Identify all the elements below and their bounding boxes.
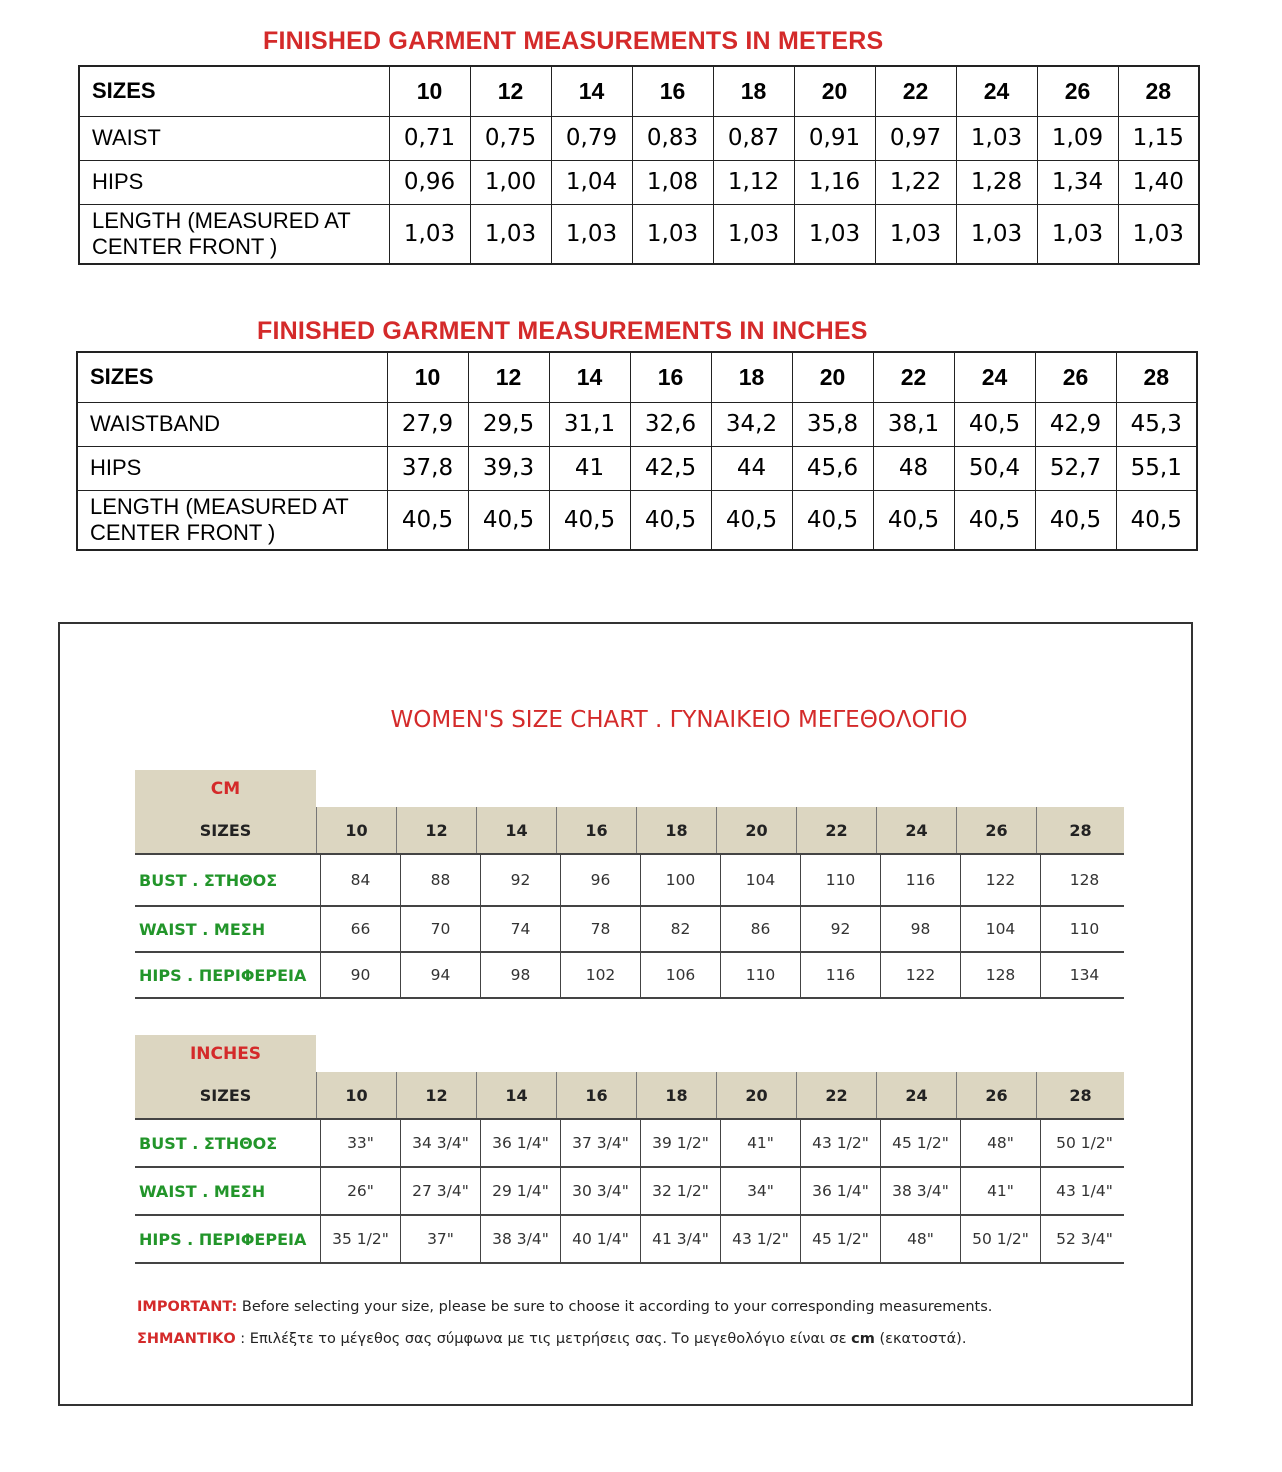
meters-cell: 1,03 xyxy=(551,204,632,264)
meters-header-size: 28 xyxy=(1118,66,1199,116)
inches-row-label-line2: CENTER FRONT ) xyxy=(90,519,276,545)
inches-cell: 41 xyxy=(549,446,630,490)
inches-chart-header-size: 18 xyxy=(636,1072,716,1118)
inches-chart-cell: 26" xyxy=(320,1168,400,1214)
important-text-gr-2: (εκατοστά). xyxy=(874,1331,967,1347)
cm-cell: 92 xyxy=(480,855,560,905)
cm-row-label: HIPS . ΠΕΡΙΦΕΡΕΙΑ xyxy=(139,965,307,985)
inches-cell: 29,5 xyxy=(468,402,549,446)
inches-chart-row xyxy=(135,1168,1124,1216)
meters-cell: 1,22 xyxy=(875,160,956,204)
important-text-gr-bold: cm xyxy=(851,1331,875,1347)
inches-chart-cell: 43 1/4" xyxy=(1040,1168,1128,1214)
meters-cell: 0,91 xyxy=(794,116,875,160)
size-chart-frame xyxy=(58,622,1193,1406)
inches-chart-cell: 41 3/4" xyxy=(640,1216,720,1262)
cm-cell: 128 xyxy=(1040,855,1128,905)
meters-cell: 1,09 xyxy=(1037,116,1118,160)
inches-cell: 40,5 xyxy=(549,490,630,550)
inches-chart-cell: 37" xyxy=(400,1216,480,1262)
cm-header-size: 22 xyxy=(796,807,876,853)
inches-cell: 40,5 xyxy=(468,490,549,550)
important-text-gr-1: : Επιλέξτε το μέγεθος σας σύμφωνα με τις μετρήσεις σας. Το μεγεθολόγιο είναι σε xyxy=(235,1331,852,1347)
cm-header-size: 12 xyxy=(396,807,476,853)
inches-chart-cell: 33" xyxy=(320,1120,400,1166)
meters-header-size: 24 xyxy=(956,66,1037,116)
meters-row xyxy=(79,160,1199,204)
inches-chart-cell: 41" xyxy=(960,1168,1040,1214)
meters-row-label: WAIST xyxy=(79,116,389,160)
meters-cell: 1,16 xyxy=(794,160,875,204)
cm-cell: 122 xyxy=(960,855,1040,905)
inches-chart-header-size: 10 xyxy=(316,1072,396,1118)
cm-cell: 110 xyxy=(1040,907,1128,951)
inches-chart-cell: 38 3/4" xyxy=(480,1216,560,1262)
meters-header-size: 18 xyxy=(713,66,794,116)
cm-cell: 116 xyxy=(800,953,880,997)
inches-header-size: 28 xyxy=(1116,352,1197,402)
inches-cell: 34,2 xyxy=(711,402,792,446)
inches-row-label: WAISTBAND xyxy=(77,402,387,446)
inches-chart-header-sizes: SIZES xyxy=(199,1085,252,1105)
inches-cell: 39,3 xyxy=(468,446,549,490)
cm-cell: 74 xyxy=(480,907,560,951)
cm-cell: 110 xyxy=(800,855,880,905)
cm-cell: 82 xyxy=(640,907,720,951)
cm-cell: 110 xyxy=(720,953,800,997)
cm-header-sizes: SIZES xyxy=(199,820,252,840)
inches-chart-cell: 48" xyxy=(880,1216,960,1262)
inches-header-row xyxy=(77,352,1197,402)
cm-header-size: 18 xyxy=(636,807,716,853)
inches-cell: 40,5 xyxy=(630,490,711,550)
cm-unit-label: CM xyxy=(135,770,316,807)
cm-cell: 104 xyxy=(720,855,800,905)
meters-cell: 1,03 xyxy=(1118,204,1199,264)
cm-cell: 66 xyxy=(320,907,400,951)
cm-cell: 128 xyxy=(960,953,1040,997)
cm-row xyxy=(135,855,1124,907)
meters-cell: 0,87 xyxy=(713,116,794,160)
inches-chart-cell: 27 3/4" xyxy=(400,1168,480,1214)
inches-cell: 50,4 xyxy=(954,446,1035,490)
meters-header-size: 14 xyxy=(551,66,632,116)
meters-cell: 0,83 xyxy=(632,116,713,160)
inches-unit-label: INCHES xyxy=(135,1035,316,1072)
inches-cell: 32,6 xyxy=(630,402,711,446)
meters-cell: 0,96 xyxy=(389,160,470,204)
inches-chart-header-size: 24 xyxy=(876,1072,956,1118)
important-label-en: IMPORTANT: xyxy=(137,1299,238,1315)
meters-cell: 1,08 xyxy=(632,160,713,204)
inches-header-size: 10 xyxy=(387,352,468,402)
cm-size-table xyxy=(135,807,1124,999)
inches-chart-header-size: 20 xyxy=(716,1072,796,1118)
cm-row-label: WAIST . ΜΕΣΗ xyxy=(139,919,266,939)
meters-cell: 0,97 xyxy=(875,116,956,160)
meters-header-size: 20 xyxy=(794,66,875,116)
meters-cell: 1,03 xyxy=(1037,204,1118,264)
inches-header-size: 14 xyxy=(549,352,630,402)
meters-cell: 1,04 xyxy=(551,160,632,204)
cm-cell: 94 xyxy=(400,953,480,997)
inches-header-sizes: SIZES xyxy=(77,352,387,402)
meters-cell: 1,00 xyxy=(470,160,551,204)
inches-chart-cell: 29 1/4" xyxy=(480,1168,560,1214)
meters-cell: 1,03 xyxy=(956,116,1037,160)
inches-chart-cell: 41" xyxy=(720,1120,800,1166)
inches-chart-header-size: 14 xyxy=(476,1072,556,1118)
cm-cell: 122 xyxy=(880,953,960,997)
inches-cell: 40,5 xyxy=(387,490,468,550)
meters-cell: 0,79 xyxy=(551,116,632,160)
inches-row-label: HIPS xyxy=(77,446,387,490)
cm-cell: 78 xyxy=(560,907,640,951)
meters-cell: 1,03 xyxy=(632,204,713,264)
inches-cell: 48 xyxy=(873,446,954,490)
inches-header-size: 20 xyxy=(792,352,873,402)
meters-row-label-line2: CENTER FRONT ) xyxy=(92,233,278,259)
inches-cell: 40,5 xyxy=(873,490,954,550)
cm-row-label: BUST . ΣΤΗΘΟΣ xyxy=(139,870,278,890)
inches-chart-cell: 37 3/4" xyxy=(560,1120,640,1166)
meters-cell: 1,03 xyxy=(713,204,794,264)
inches-title: FINISHED GARMENT MEASUREMENTS IN INCHES xyxy=(257,317,868,345)
inches-chart-header-size: 12 xyxy=(396,1072,476,1118)
inches-cell: 40,5 xyxy=(711,490,792,550)
cm-cell: 116 xyxy=(880,855,960,905)
inches-chart-cell: 45 1/2" xyxy=(880,1120,960,1166)
inches-row xyxy=(77,402,1197,446)
inches-cell: 52,7 xyxy=(1035,446,1116,490)
meters-cell: 1,12 xyxy=(713,160,794,204)
meters-cell: 0,71 xyxy=(389,116,470,160)
inches-header-size: 18 xyxy=(711,352,792,402)
inches-chart-row-label: WAIST . ΜΕΣΗ xyxy=(139,1181,266,1201)
meters-table xyxy=(78,65,1200,265)
inches-chart-cell: 38 3/4" xyxy=(880,1168,960,1214)
cm-cell: 102 xyxy=(560,953,640,997)
important-note-gr xyxy=(137,1331,966,1347)
cm-cell: 88 xyxy=(400,855,480,905)
inches-cell: 42,9 xyxy=(1035,402,1116,446)
important-note-en xyxy=(137,1299,992,1315)
meters-header-size: 22 xyxy=(875,66,956,116)
cm-cell: 98 xyxy=(480,953,560,997)
meters-cell: 1,03 xyxy=(956,204,1037,264)
cm-row xyxy=(135,953,1124,999)
cm-header-size: 14 xyxy=(476,807,556,853)
inches-header-size: 16 xyxy=(630,352,711,402)
cm-header-size: 20 xyxy=(716,807,796,853)
inches-chart-row xyxy=(135,1120,1124,1168)
inches-cell: 37,8 xyxy=(387,446,468,490)
cm-cell: 92 xyxy=(800,907,880,951)
cm-header-size: 24 xyxy=(876,807,956,853)
cm-header-size: 10 xyxy=(316,807,396,853)
cm-header-row xyxy=(135,807,1124,855)
inches-row xyxy=(77,490,1197,550)
meters-cell: 0,75 xyxy=(470,116,551,160)
cm-cell: 106 xyxy=(640,953,720,997)
inches-chart-row-label: HIPS . ΠΕΡΙΦΕΡΕΙΑ xyxy=(139,1229,307,1249)
inches-cell: 40,5 xyxy=(792,490,873,550)
meters-header-row xyxy=(79,66,1199,116)
inches-chart-cell: 35 1/2" xyxy=(320,1216,400,1262)
cm-cell: 104 xyxy=(960,907,1040,951)
inches-chart-cell: 50 1/2" xyxy=(1040,1120,1128,1166)
inches-size-table xyxy=(135,1072,1124,1264)
inches-cell: 27,9 xyxy=(387,402,468,446)
inches-chart-header-row xyxy=(135,1072,1124,1120)
cm-cell: 98 xyxy=(880,907,960,951)
inches-chart-header-size: 28 xyxy=(1036,1072,1124,1118)
inches-cell: 31,1 xyxy=(549,402,630,446)
inches-cell: 44 xyxy=(711,446,792,490)
meters-row xyxy=(79,116,1199,160)
meters-row-label-line1: LENGTH (MEASURED AT xyxy=(92,207,351,233)
cm-cell: 96 xyxy=(560,855,640,905)
inches-cell: 40,5 xyxy=(1116,490,1197,550)
meters-cell: 1,34 xyxy=(1037,160,1118,204)
meters-cell: 1,28 xyxy=(956,160,1037,204)
inches-header-size: 22 xyxy=(873,352,954,402)
cm-header-size: 28 xyxy=(1036,807,1124,853)
inches-chart-cell: 34" xyxy=(720,1168,800,1214)
inches-chart-row-label: BUST . ΣΤΗΘΟΣ xyxy=(139,1133,278,1153)
cm-cell: 70 xyxy=(400,907,480,951)
meters-header-sizes: SIZES xyxy=(79,66,389,116)
important-label-gr: ΣΗΜΑΝΤΙΚΟ xyxy=(137,1331,236,1347)
inches-chart-header-size: 26 xyxy=(956,1072,1036,1118)
inches-cell: 40,5 xyxy=(1035,490,1116,550)
inches-cell: 40,5 xyxy=(954,402,1035,446)
cm-header-size: 16 xyxy=(556,807,636,853)
inches-chart-header-size: 22 xyxy=(796,1072,876,1118)
inches-chart-cell: 32 1/2" xyxy=(640,1168,720,1214)
meters-cell: 1,03 xyxy=(875,204,956,264)
inches-row-label-line1: LENGTH (MEASURED AT xyxy=(90,493,349,519)
inches-cell: 42,5 xyxy=(630,446,711,490)
meters-header-size: 12 xyxy=(470,66,551,116)
meters-row-label xyxy=(79,204,389,264)
inches-chart-cell: 36 1/4" xyxy=(800,1168,880,1214)
inches-chart-row xyxy=(135,1216,1124,1264)
inches-cell: 35,8 xyxy=(792,402,873,446)
meters-row-label: HIPS xyxy=(79,160,389,204)
inches-cell: 55,1 xyxy=(1116,446,1197,490)
cm-header-size: 26 xyxy=(956,807,1036,853)
size-chart-title: WOMEN'S SIZE CHART . ΓΥΝΑΙΚΕΙΟ ΜΕΓΕΘΟΛΟΓΙΟ xyxy=(390,707,968,733)
meters-cell: 1,03 xyxy=(794,204,875,264)
meters-header-size: 16 xyxy=(632,66,713,116)
meters-cell: 1,03 xyxy=(389,204,470,264)
inches-row xyxy=(77,446,1197,490)
meters-cell: 1,40 xyxy=(1118,160,1199,204)
inches-cell: 38,1 xyxy=(873,402,954,446)
inches-table xyxy=(76,351,1198,551)
cm-cell: 84 xyxy=(320,855,400,905)
inches-header-size: 24 xyxy=(954,352,1035,402)
inches-header-size: 12 xyxy=(468,352,549,402)
inches-cell: 45,3 xyxy=(1116,402,1197,446)
cm-cell: 86 xyxy=(720,907,800,951)
inches-cell: 40,5 xyxy=(954,490,1035,550)
inches-chart-cell: 39 1/2" xyxy=(640,1120,720,1166)
meters-title: FINISHED GARMENT MEASUREMENTS IN METERS xyxy=(263,27,884,55)
inches-header-size: 26 xyxy=(1035,352,1116,402)
meters-row xyxy=(79,204,1199,264)
cm-cell: 100 xyxy=(640,855,720,905)
meters-header-size: 26 xyxy=(1037,66,1118,116)
inches-chart-cell: 43 1/2" xyxy=(800,1120,880,1166)
inches-chart-cell: 48" xyxy=(960,1120,1040,1166)
inches-chart-cell: 50 1/2" xyxy=(960,1216,1040,1262)
meters-cell: 1,15 xyxy=(1118,116,1199,160)
inches-chart-cell: 43 1/2" xyxy=(720,1216,800,1262)
inches-chart-cell: 52 3/4" xyxy=(1040,1216,1128,1262)
cm-row xyxy=(135,907,1124,953)
inches-chart-cell: 36 1/4" xyxy=(480,1120,560,1166)
inches-chart-header-size: 16 xyxy=(556,1072,636,1118)
meters-header-size: 10 xyxy=(389,66,470,116)
inches-chart-cell: 30 3/4" xyxy=(560,1168,640,1214)
inches-chart-cell: 40 1/4" xyxy=(560,1216,640,1262)
inches-cell: 45,6 xyxy=(792,446,873,490)
cm-cell: 134 xyxy=(1040,953,1128,997)
meters-cell: 1,03 xyxy=(470,204,551,264)
inches-chart-cell: 34 3/4" xyxy=(400,1120,480,1166)
important-text-en: Before selecting your size, please be sure to choose it according to your corresponding measurements. xyxy=(237,1299,993,1315)
cm-cell: 90 xyxy=(320,953,400,997)
inches-row-label xyxy=(77,490,387,550)
inches-chart-cell: 45 1/2" xyxy=(800,1216,880,1262)
